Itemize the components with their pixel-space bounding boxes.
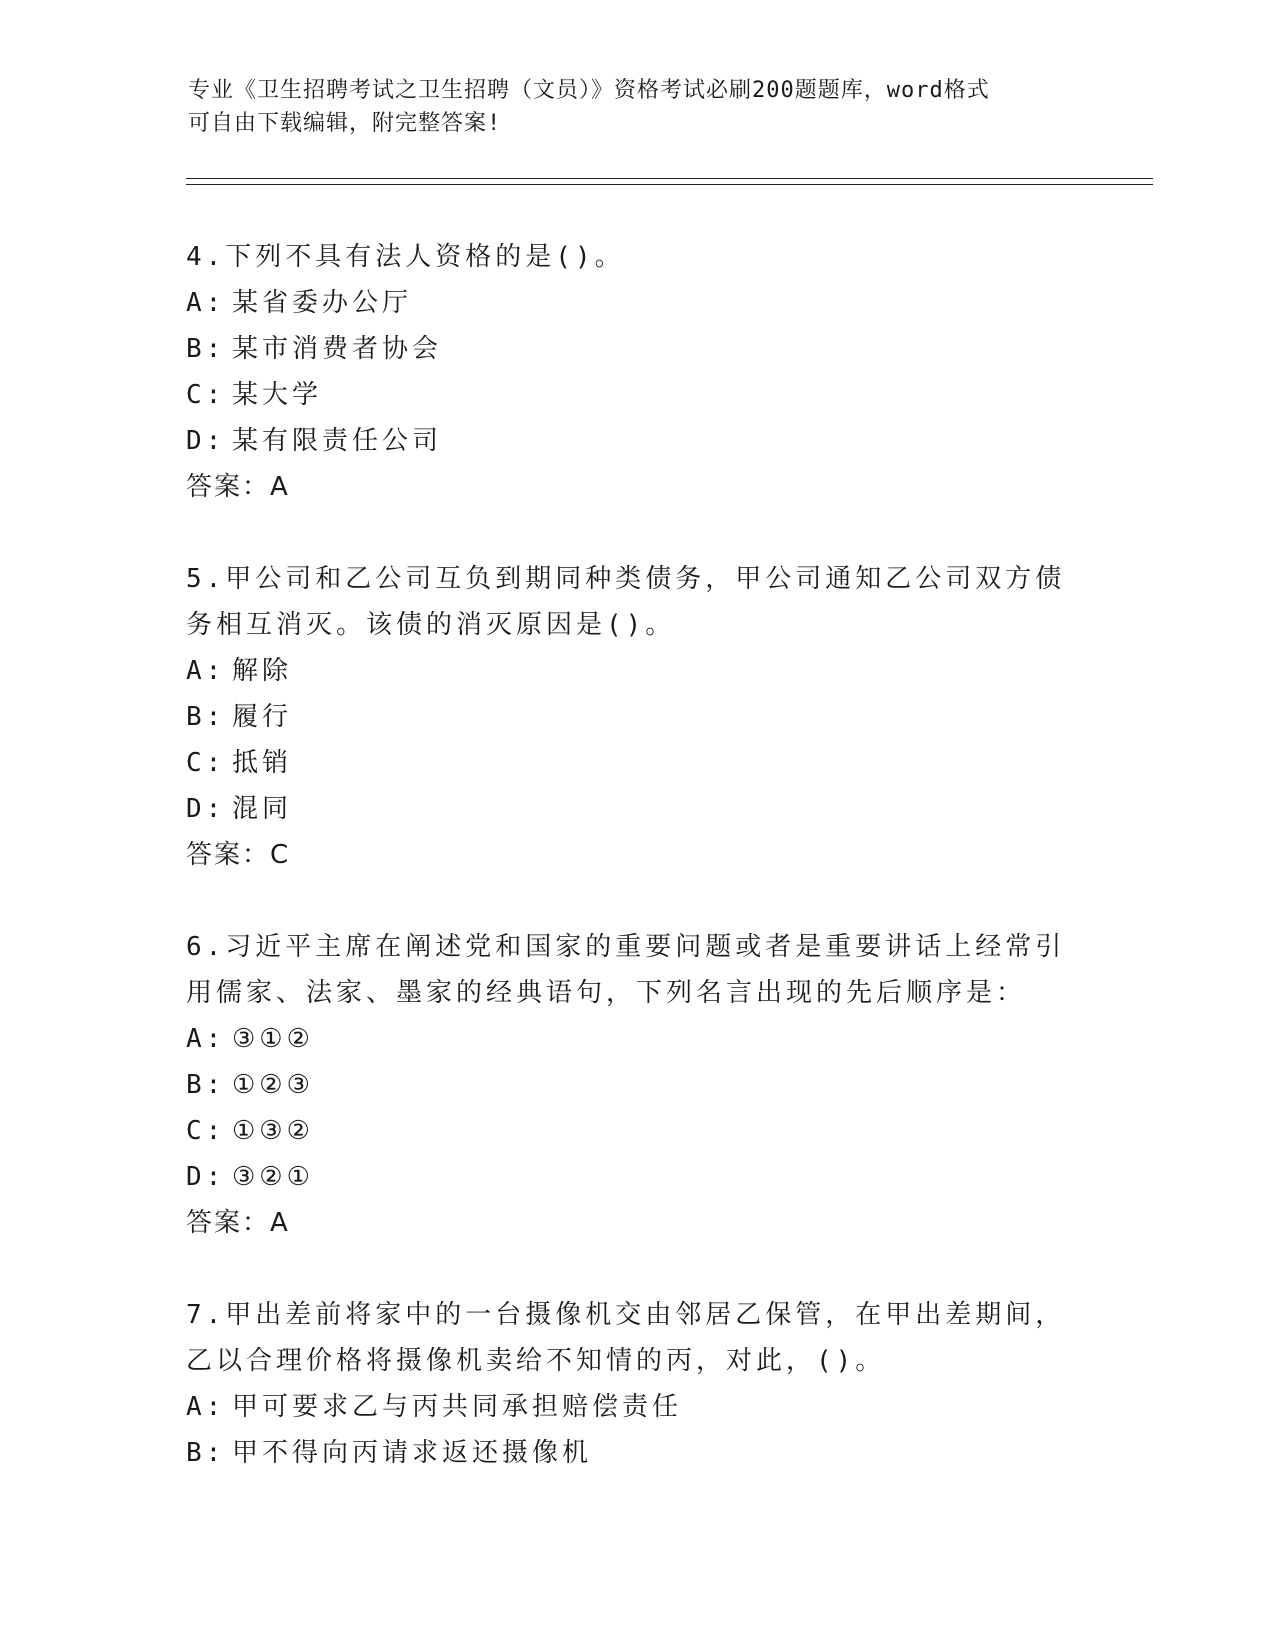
question-text: 4.下列不具有法人资格的是()。 (186, 242, 625, 272)
option-key: C: (186, 1116, 226, 1146)
option-a (186, 1016, 1086, 1062)
header-divider (186, 178, 1153, 185)
question-text: 7.甲出差前将家中的一台摄像机交由邻居乙保管，在甲出差期间，乙以合理价格将摄像机卖给不知情的丙，对此，()。 (186, 1300, 1066, 1376)
option-a (186, 280, 1086, 326)
option-key: C: (186, 380, 226, 410)
document-header (188, 74, 1088, 140)
option-key: D: (186, 426, 226, 456)
option-text: 某市消费者协会 (232, 334, 443, 364)
option-b (186, 1062, 1086, 1108)
option-b (186, 694, 1086, 740)
option-text: 甲可要求乙与丙共同承担赔偿责任 (232, 1392, 683, 1422)
option-text: 甲不得向丙请求返还摄像机 (232, 1438, 593, 1468)
option-d (186, 786, 1086, 832)
option-b (186, 326, 1086, 372)
question-item (186, 924, 1086, 1246)
option-a (186, 648, 1086, 694)
option-key: B: (186, 1070, 226, 1100)
option-text: ①③② (232, 1116, 314, 1146)
answer-line: 答案：C (186, 840, 291, 870)
option-text: 某有限责任公司 (232, 426, 443, 456)
option-a (186, 1384, 1086, 1430)
option-text: 某大学 (232, 380, 323, 410)
header-line-2: 可自由下载编辑，附完整答案! (188, 111, 502, 136)
option-text: ①②③ (232, 1070, 314, 1100)
option-key: D: (186, 794, 226, 824)
option-key: A: (186, 288, 226, 318)
option-d (186, 1154, 1086, 1200)
option-c (186, 372, 1086, 418)
option-key: B: (186, 1438, 226, 1468)
option-text: 解除 (232, 656, 293, 686)
option-key: C: (186, 748, 226, 778)
question-text: 5.甲公司和乙公司互负到期同种类债务，甲公司通知乙公司双方债务相互消灭。该债的消灭原因是()。 (186, 564, 1066, 640)
option-text: 混同 (232, 794, 293, 824)
option-text: 某省委办公厅 (232, 288, 413, 318)
answer-line: 答案：A (186, 1208, 290, 1238)
option-text: 履行 (232, 702, 293, 732)
answer-line: 答案：A (186, 472, 290, 502)
question-item (186, 1292, 1086, 1476)
question-item (186, 234, 1086, 510)
option-key: B: (186, 702, 226, 732)
header-line-1: 专业《卫生招聘考试之卫生招聘（文员）》资格考试必刷200题题库，word格式 (188, 78, 990, 103)
option-key: A: (186, 1392, 226, 1422)
option-c (186, 740, 1086, 786)
option-text: ③②① (232, 1162, 314, 1192)
option-text: 抵销 (232, 748, 293, 778)
option-key: B: (186, 334, 226, 364)
question-list (186, 234, 1086, 1522)
question-text: 6.习近平主席在阐述党和国家的重要问题或者是重要讲话上经常引用儒家、法家、墨家的经典语句，下列名言出现的先后顺序是： (186, 932, 1066, 1008)
option-text: ③①② (232, 1024, 314, 1054)
option-key: D: (186, 1162, 226, 1192)
option-d (186, 418, 1086, 464)
option-c (186, 1108, 1086, 1154)
question-item (186, 556, 1086, 878)
option-b (186, 1430, 1086, 1476)
option-key: A: (186, 656, 226, 686)
option-key: A: (186, 1024, 226, 1054)
